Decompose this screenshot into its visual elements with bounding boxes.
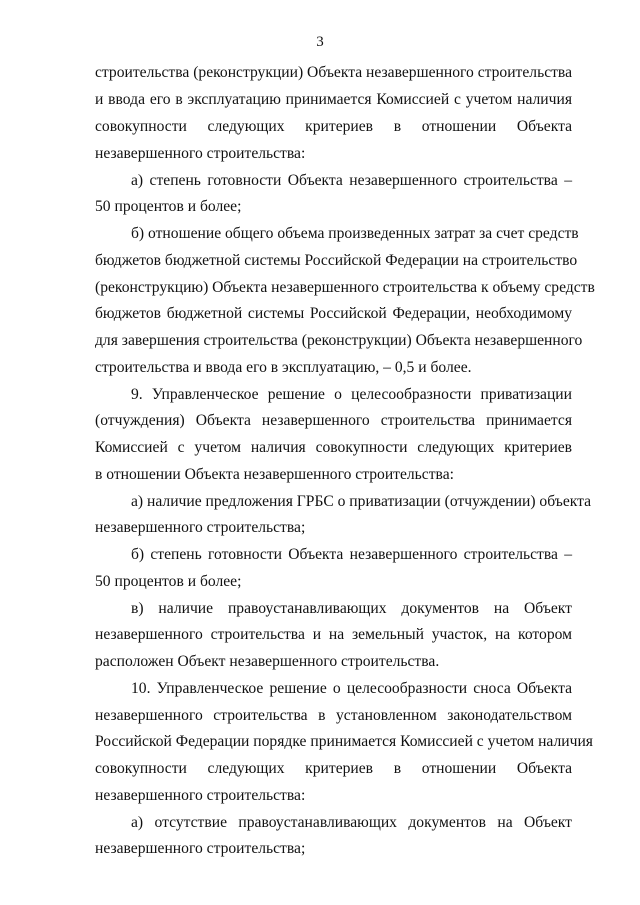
text-line: незавершенного строительства в установленном законодательством	[95, 707, 572, 724]
text-line: незавершенного строительства:	[95, 787, 306, 804]
text-line: совокупности следующих критериев в отношении Объекта	[95, 760, 572, 777]
text-line: и ввода его в эксплуатацию принимается Комиссией с учетом наличия	[95, 91, 572, 108]
text-line: бюджетов бюджетной системы Российской Федерации на строительство	[95, 252, 578, 269]
text-line: строительства и ввода его в эксплуатацию, – 0,5 и более.	[95, 359, 472, 376]
text-line: в) наличие правоустанавливающих документов на Объект	[131, 600, 572, 617]
text-line: б) отношение общего объема произведенных затрат за счет средств	[131, 225, 579, 242]
text-line: для завершения строительства (реконструкции) Объекта незавершенного	[95, 332, 583, 349]
text-line: 9. Управленческое решение о целесообразности приватизации	[131, 386, 572, 403]
text-line: 10. Управленческое решение о целесообразности сноса Объекта	[131, 680, 572, 697]
text-line: незавершенного строительства и на земельный участок, на котором	[95, 626, 572, 643]
page-number: 3	[316, 34, 324, 50]
text-line: а) степень готовности Объекта незавершенного строительства –	[131, 172, 572, 189]
text-line: б) степень готовности Объекта незавершенного строительства –	[131, 546, 572, 563]
text-line: незавершенного строительства:	[95, 145, 306, 162]
text-line: Российской Федерации порядке принимается Комиссией с учетом наличия	[95, 733, 593, 750]
text-line: а) наличие предложения ГРБС о приватизации (отчуждении) объекта	[131, 493, 592, 510]
text-line: строительства (реконструкции) Объекта незавершенного строительства	[95, 64, 573, 81]
text-line: бюджетов бюджетной системы Российской Федерации, необходимому	[95, 305, 572, 322]
text-line: незавершенного строительства;	[95, 840, 306, 857]
text-line: совокупности следующих критериев в отношении Объекта	[95, 118, 572, 135]
text-line: 50 процентов и более;	[95, 198, 242, 215]
text-line: 50 процентов и более;	[95, 573, 242, 590]
text-line: (отчуждения) Объекта незавершенного строительства принимается	[95, 412, 572, 429]
text-line: расположен Объект незавершенного строительства.	[95, 653, 440, 670]
text-line: Комиссией с учетом наличия совокупности следующих критериев	[95, 439, 572, 456]
text-line: в отношении Объекта незавершенного строительства:	[95, 466, 454, 483]
text-line: (реконструкцию) Объекта незавершенного строительства к объему средств	[95, 279, 595, 296]
text-line: а) отсутствие правоустанавливающих документов на Объект	[131, 814, 572, 831]
text-line: незавершенного строительства;	[95, 519, 306, 536]
